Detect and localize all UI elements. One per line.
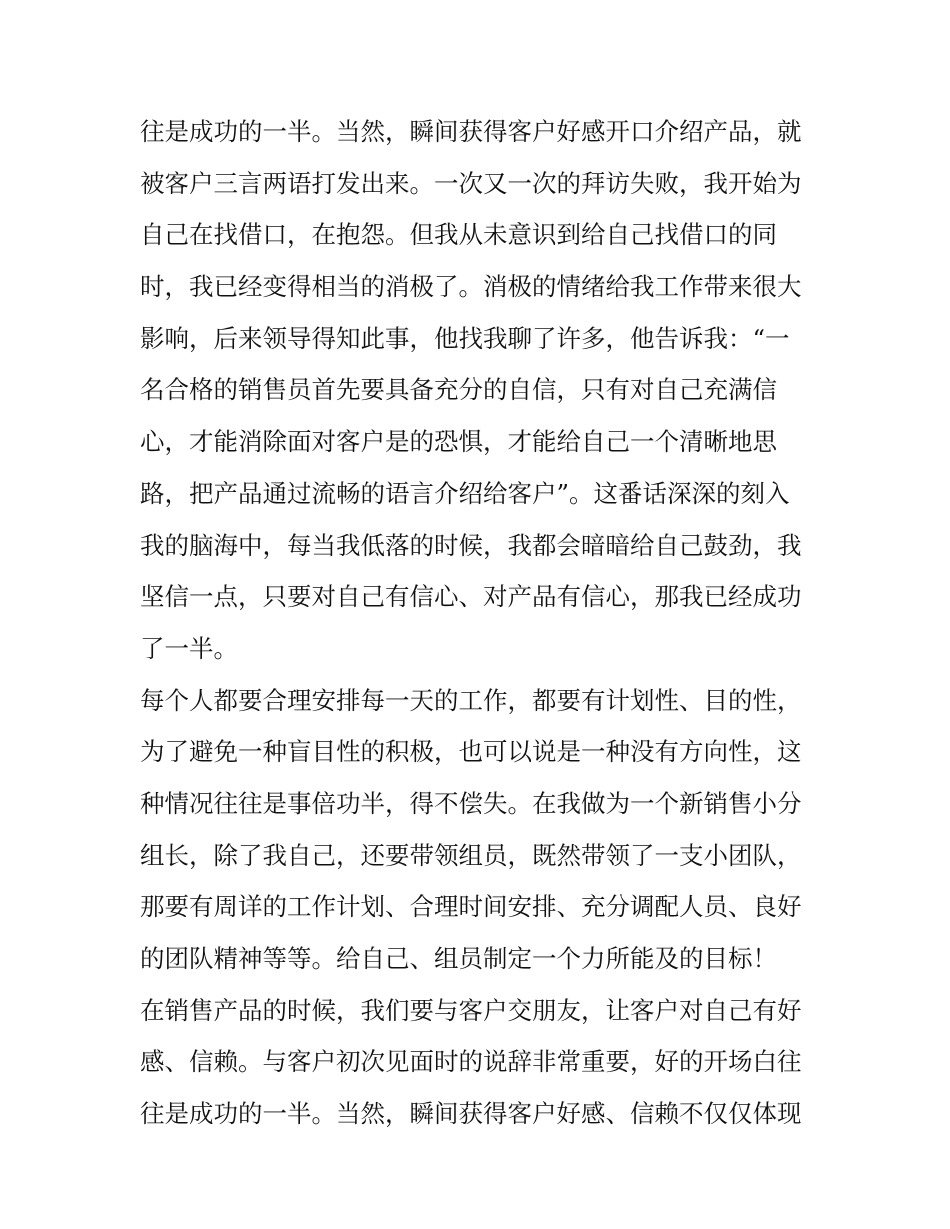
text-line: 为了避免一种盲目性的积极，也可以说是一种没有方向性，这 (140, 737, 802, 767)
text-line: 往是成功的一半。当然，瞬间获得客户好感、信赖不仅仅体现 (140, 1099, 802, 1129)
text-line: 路，把产品通过流畅的语言介绍给客户”。这番话深深的刻入 (140, 478, 790, 508)
text-line: 坚信一点，只要对自己有信心、对产品有信心，那我已经成功 (140, 582, 802, 612)
text-line: 时，我已经变得相当的消极了。消极的情绪给我工作带来很大 (140, 272, 802, 302)
text-line: 自己在找借口，在抱怨。但我从未意识到给自己找借口的同 (140, 220, 777, 250)
text-line: 心，才能消除面对客户是的恐惧，才能给自己一个清晰地思 (140, 427, 777, 457)
body-text (140, 106, 820, 1140)
text-line: 了一半。 (140, 633, 238, 663)
text-line: 种情况往往是事倍功半，得不偿失。在我做为一个新销售小分 (140, 788, 802, 818)
text-line: 被客户三言两语打发出来。一次又一次的拜访失败，我开始为 (140, 168, 802, 198)
text-line: 往是成功的一半。当然，瞬间获得客户好感开口介绍产品，就 (140, 117, 802, 146)
text-line: 影响，后来领导得知此事，他找我聊了许多，他告诉我：“一 (140, 323, 790, 353)
text-line: 每个人都要合理安排每一天的工作，都要有计划性、目的性， (140, 685, 802, 715)
text-line: 组长，除了我自己，还要带领组员，既然带领了一支小团队， (140, 840, 802, 870)
text-line: 名合格的销售员首先要具备充分的自信，只有对自己充满信 (140, 375, 777, 405)
text-line: 那要有周详的工作计划、合理时间安排、充分调配人员、良好 (140, 892, 802, 922)
text-line: 在销售产品的时候，我们要与客户交朋友，让客户对自己有好 (140, 995, 802, 1025)
text-line: 我的脑海中，每当我低落的时候，我都会暗暗给自己鼓劲，我 (140, 530, 802, 560)
text-line: 感、信赖。与客户初次见面时的说辞非常重要，好的开场白往 (140, 1047, 802, 1077)
text-line: 的团队精神等等。给自己、组员制定一个力所能及的目标！ (140, 944, 777, 973)
